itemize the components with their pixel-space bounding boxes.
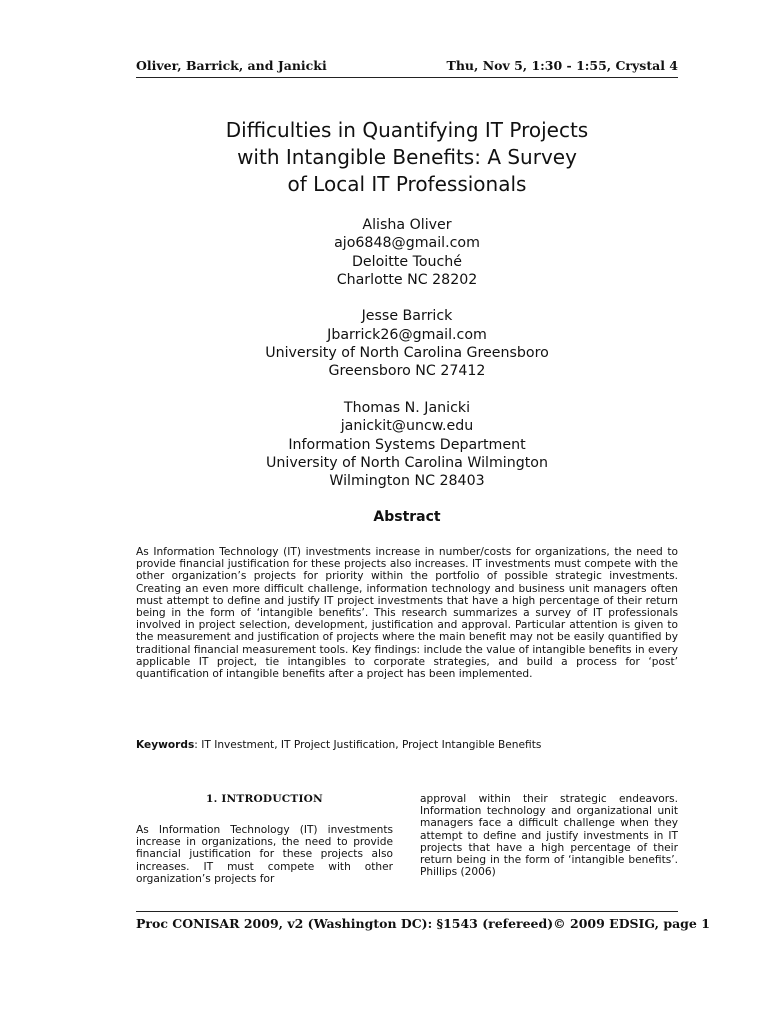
intro-right-text: approval within their strategic endeavors. Information technology and organizational unit managers face a difficult challenge when they attempt to define and justify investments in IT projects that have a high percentage of their return being in the form of ‘intangible benefits’. Phillips (2006) [420,793,678,879]
title-line: with Intangible Benefits: A Survey [237,145,577,169]
author-affiliation: University of North Carolina Greensboro [265,345,549,362]
abstract-text: As Information Technology (IT) investments increase in number/costs for organizations, the need to provide financial justification for these projects also increases. IT investments must compete with the other organization’s projects for priority within the portfolio of possible strategic investments. Creating an even more difficult challenge, information technology and business unit managers often must attempt to define and justify IT project investments that have a high percentage of their return being in the form of ‘intangible benefits’. This research summarizes a survey of IT professionals involved in project selection, development, justification and approval. Particular attention is given to the measurement and justification of projects where the main benefit may not be easily quantified by traditional financial measurement tools. Key findings: include the value of intangible benefits in every applicable IT project, tie intangibles to corporate strategies, and build a process for ‘post’ quantification of intangible benefits after a project has been implemented. [136,546,678,681]
footer-copyright: © 2009 EDSIG, page 1 [553,916,710,931]
author-affiliation: University of North Carolina Wilmington [266,454,548,471]
abstract-heading: Abstract [373,509,441,525]
author-entry [136,399,678,490]
keywords-label: Keywords [136,739,195,751]
author-entry [136,307,678,380]
author-email: ajo6848@gmail.com [334,235,480,252]
footer-proceedings: Proc CONISAR 2009, v2 (Washington DC): §1543 (refereed) [136,916,554,931]
author-address: Wilmington NC 28403 [329,473,485,490]
header-authors: Oliver, Barrick, and Janicki [136,58,327,73]
keywords-text: : IT Investment, IT Project Justification, Project Intangible Benefits [194,739,542,751]
author-department: Information Systems Department [288,436,526,453]
right-column [420,793,678,878]
author-entry [136,216,678,289]
title-line: Difficulties in Quantifying IT Projects [225,118,589,142]
paper-title [136,117,678,198]
author-name: Alisha Oliver [362,217,452,233]
author-email: janickit@uncw.edu [340,418,474,435]
author-email: Jbarrick26@gmail.com [327,326,487,343]
author-block [136,216,678,509]
author-affiliation: Deloitte Touché [351,253,463,270]
running-header [136,58,678,78]
title-line: of Local IT Professionals [287,172,527,196]
author-name: Jesse Barrick [361,308,453,325]
author-address: Charlotte NC 28202 [336,271,478,288]
author-name: Thomas N. Janicki [343,399,471,416]
intro-left-text: As Information Technology (IT) investments increase in organizations, the need to provide financial justification for these projects also increases. IT must compete with other organization’s projects for [136,824,393,885]
header-session: Thu, Nov 5, 1:30 - 1:55, Crystal 4 [446,58,678,73]
author-address: Greensboro NC 27412 [328,363,486,380]
keywords-line [136,739,678,751]
page-footer [136,911,710,931]
left-column [136,793,393,885]
section-heading-introduction: 1. INTRODUCTION [206,793,323,805]
